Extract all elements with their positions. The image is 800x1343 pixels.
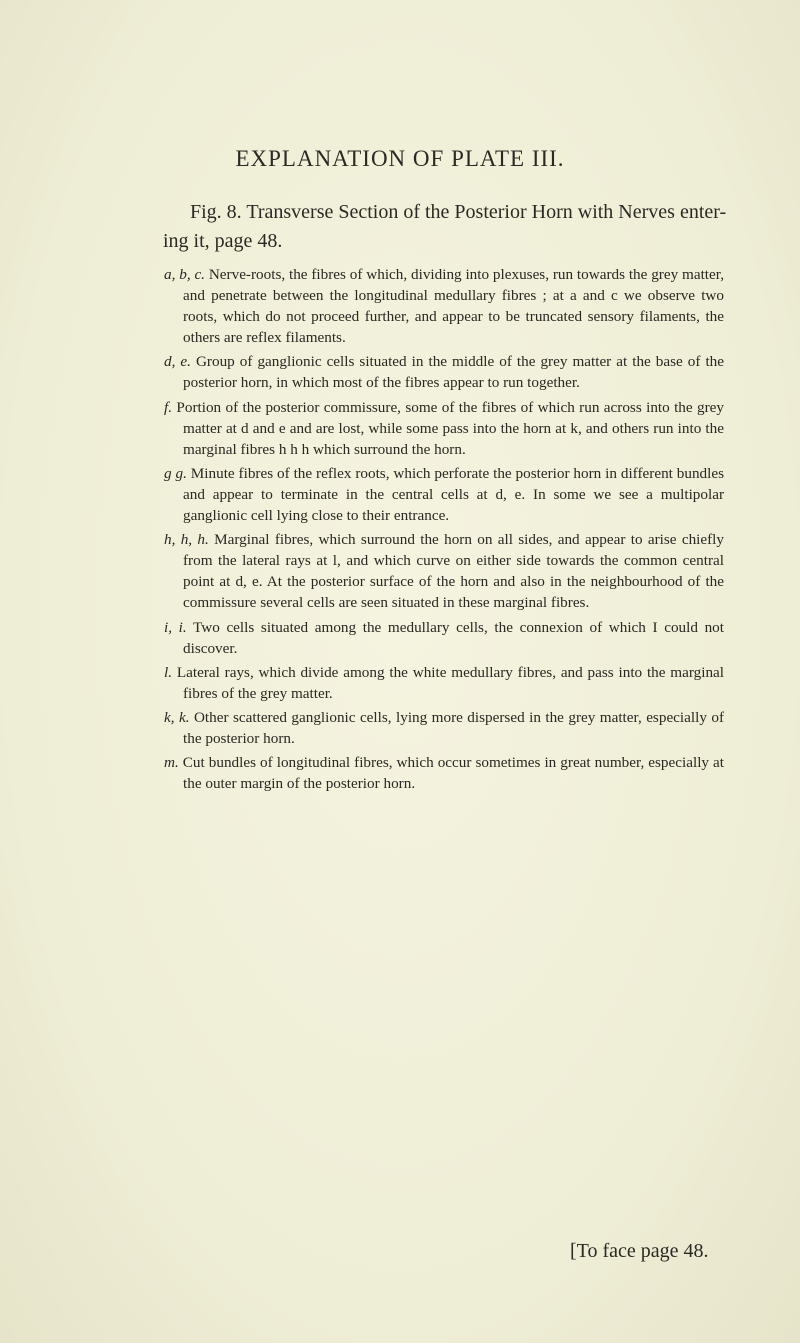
legend-entry [164, 617, 724, 659]
legend-entries [164, 264, 724, 797]
entry-key: d, e. [164, 353, 191, 371]
legend-entry [164, 707, 724, 749]
entry-key: m. [164, 754, 179, 772]
legend-entry [164, 662, 724, 704]
entry-text: Minute fibres of the reflex roots, which perforate the posterior horn in different bundles and appear to terminate in the central cells at d, e. In some we see a multipolar ganglionic cell lying close to their entrance. [183, 464, 725, 525]
legend-entry [164, 351, 724, 393]
entry-key: h, h, h. [164, 531, 209, 549]
entry-key: f. [164, 398, 173, 416]
entry-text: Other scattered ganglionic cells, lying more dispersed in the grey matter, especially of the posterior horn. [183, 708, 725, 747]
entry-text: Portion of the posterior commissure, some of the fibres of which run across into the grey matter at d and e and are lost, while some pass into the horn at k, and others run into the marginal fibres h h h which surround the horn. [176, 398, 724, 458]
entry-key: i, i. [164, 618, 187, 636]
entry-key: a, b, c. [164, 266, 205, 283]
entry-key: g g. [164, 464, 187, 482]
entry-text: Nerve-roots, the fibres of which, dividing into plexuses, run towards the grey matter, and penetrate between the longitudinal medullary fibres ; at a and c we observe two roots, which do not proceed further, and appear to be truncated sensory filaments, the others are reflex filaments. [183, 266, 725, 347]
legend-entry [164, 752, 724, 794]
legend-entry [164, 529, 724, 613]
page-title: EXPLANATION OF PLATE III. [235, 146, 565, 171]
entry-text: Lateral rays, which divide among the white medullary fibres, and pass into the marginal fibres of the grey matter. [176, 663, 724, 702]
figure-heading-line2: ing it, page 48. [163, 230, 283, 252]
legend-entry [164, 463, 724, 526]
entry-text: Two cells situated among the medullary cells, the connexion of which I could not discover. [183, 618, 724, 657]
entry-key: k, k. [164, 708, 190, 726]
entry-text: Cut bundles of longitudinal fibres, which occur sometimes in great number, especially at the outer margin of the posterior horn. [182, 754, 724, 793]
legend-entry [164, 264, 724, 348]
legend-entry [164, 397, 724, 460]
entry-text: Marginal fibres, which surround the horn on all sides, and appear to arise chiefly from the lateral rays at l, and which curve on either side towards the common central point at d, e. At the posterior surface of the horn and also in the neighbourhood of the commissure several cells are seen situated in these marginal fibres. [183, 531, 724, 612]
figure-heading [163, 198, 730, 256]
entry-key: l. [164, 663, 173, 681]
entry-text: Group of ganglionic cells situated in the middle of the grey matter at the base of the posterior horn, in which most of the fibres appear to run together. [183, 353, 724, 392]
figure-heading-line1: Fig. 8. Transverse Section of the Posterior Horn with Nerves enter- [190, 201, 727, 223]
facing-page-note: [To face page 48. [570, 1240, 709, 1262]
